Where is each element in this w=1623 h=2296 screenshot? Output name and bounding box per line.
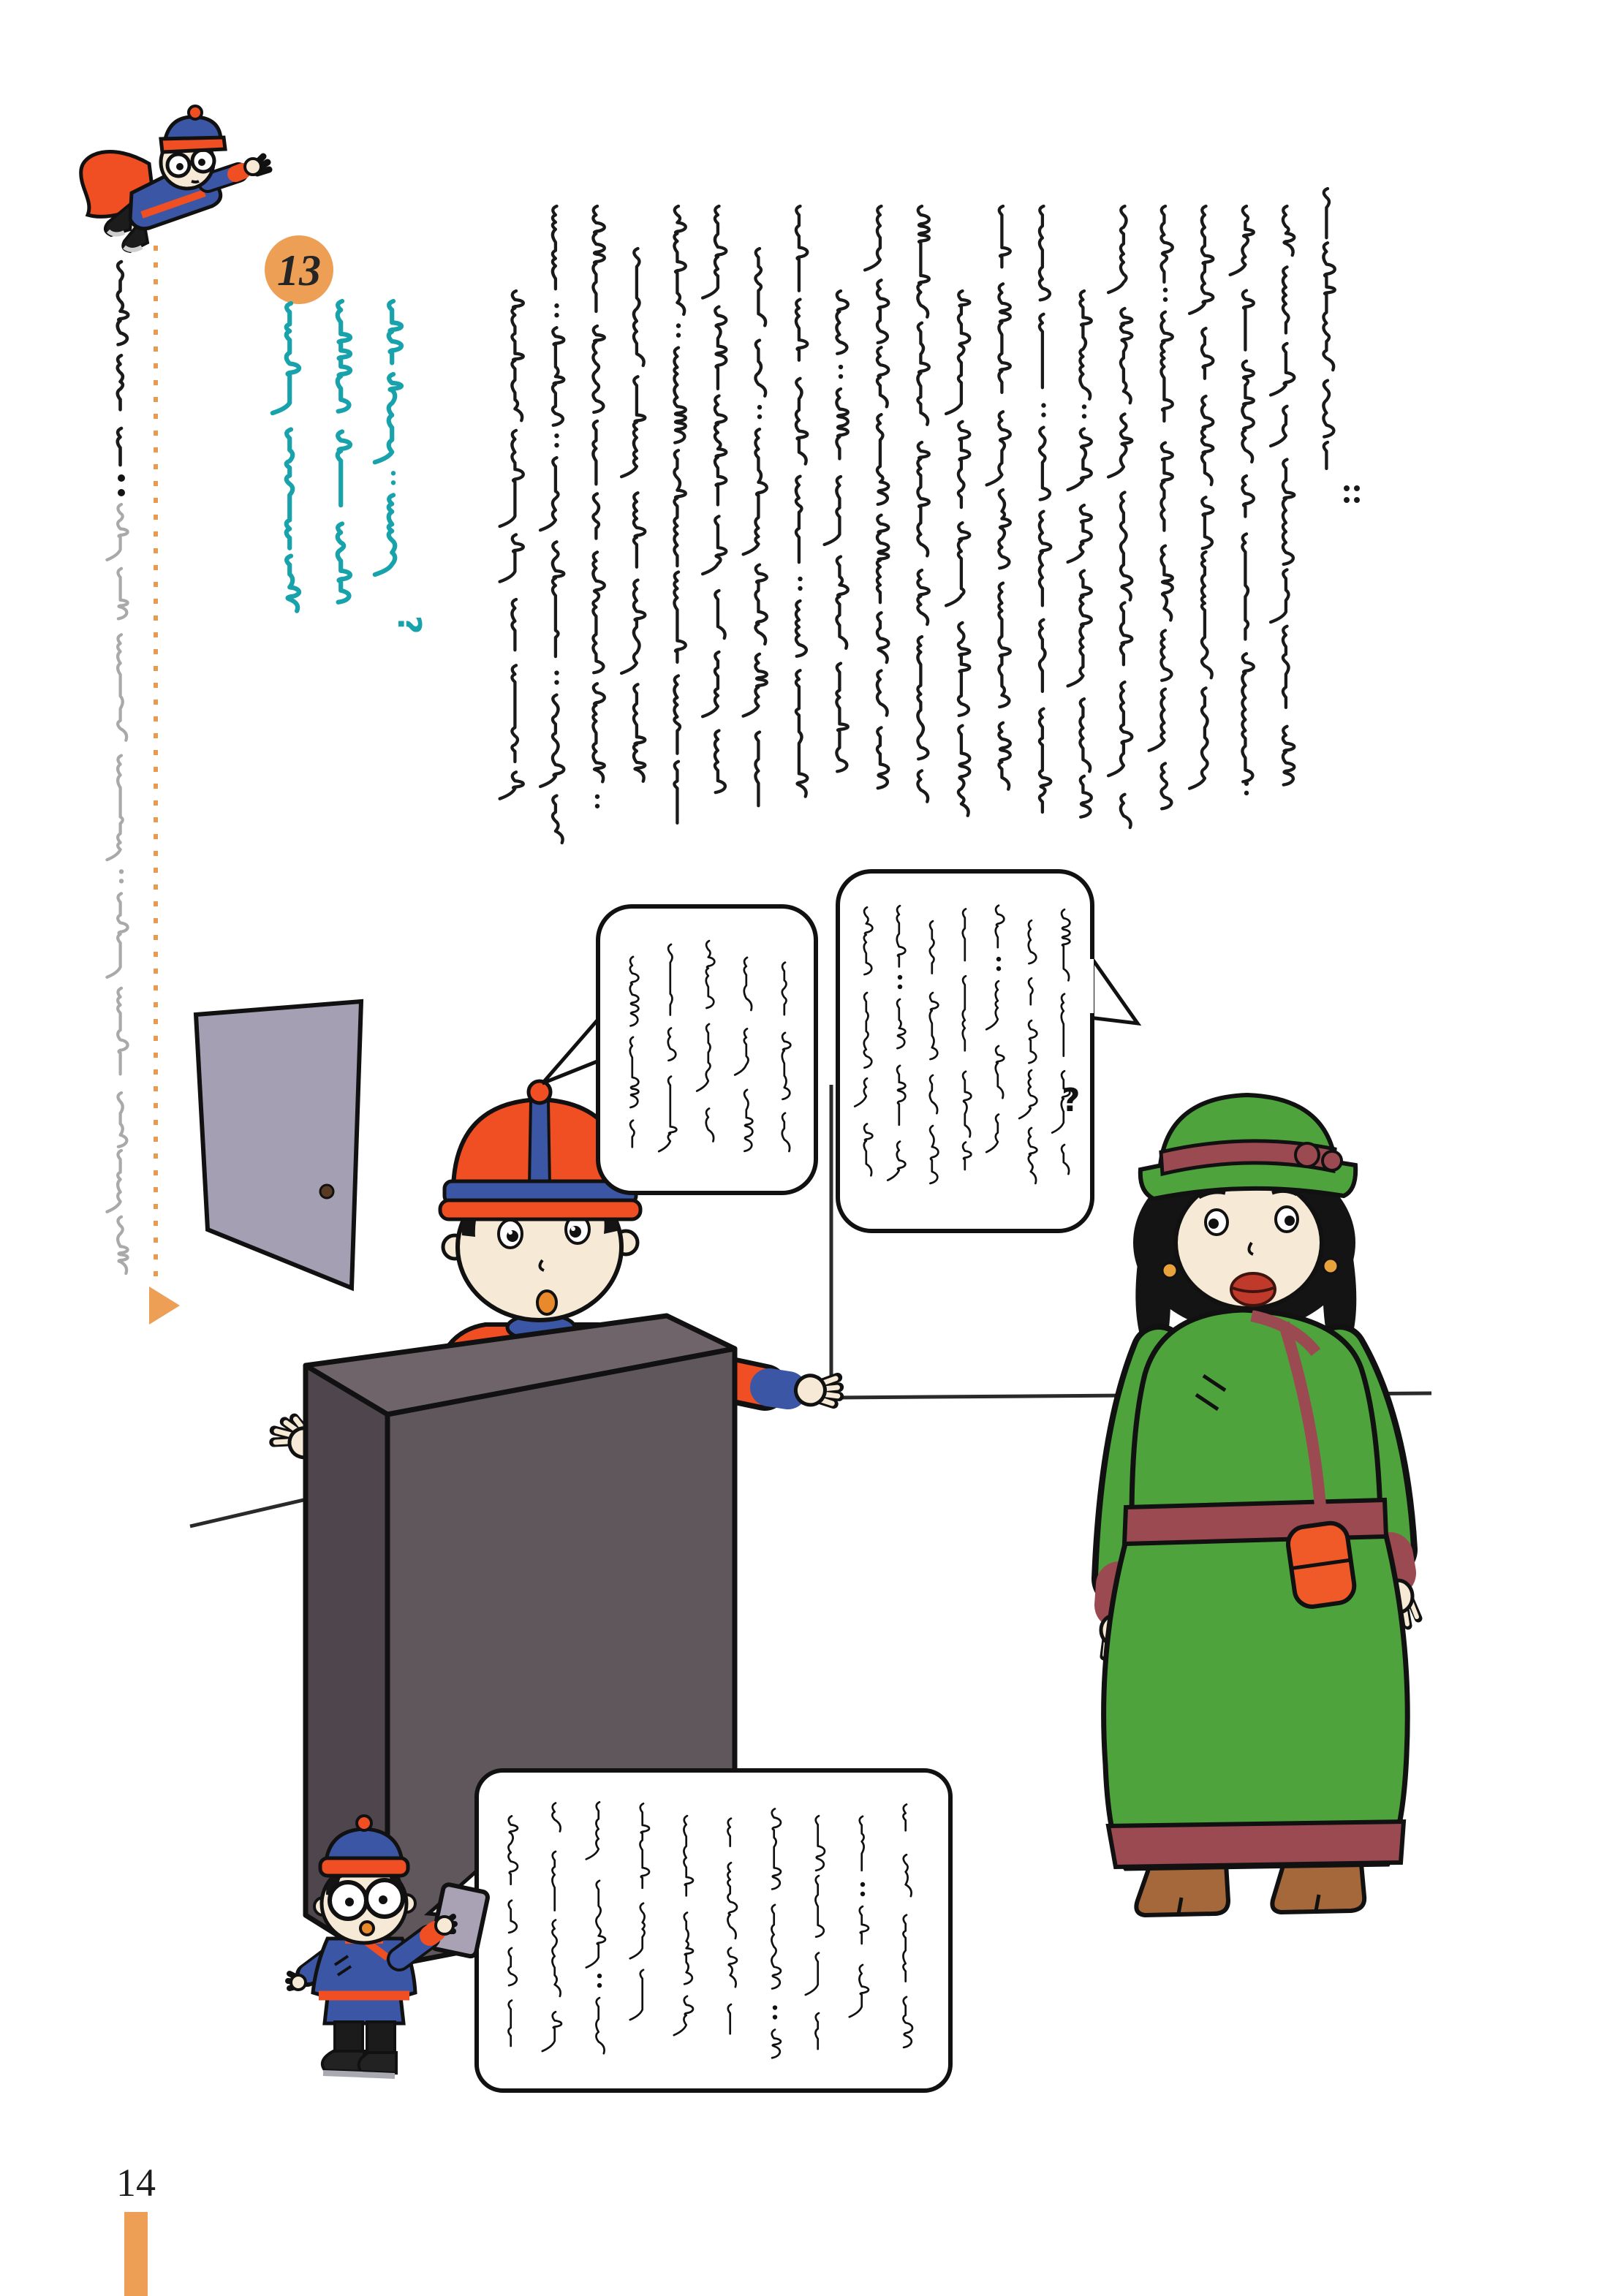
script-word: [118, 634, 126, 740]
script-comma: [773, 2005, 777, 2009]
script-word: [1242, 653, 1253, 781]
script-word: [540, 458, 558, 530]
boy-right-hand: [792, 1366, 844, 1413]
body-ellipsis: [1344, 485, 1360, 503]
script-word: [118, 262, 128, 344]
script-comma: [595, 804, 599, 808]
script-word: [796, 206, 807, 291]
script-word: [958, 623, 969, 716]
script-word: [918, 570, 928, 624]
wall-board: [196, 1001, 361, 1288]
script-comma: [773, 2015, 777, 2019]
script-word: [1149, 689, 1165, 751]
script-word: [593, 206, 604, 311]
script-comma: [839, 374, 843, 379]
script-word: [593, 552, 604, 672]
script-comma: [1082, 414, 1086, 418]
script-comma: [554, 680, 559, 684]
woman-earring-left: [1162, 1263, 1177, 1278]
script-comma: [676, 323, 681, 327]
script-word: [338, 431, 350, 505]
script-word: [553, 796, 563, 843]
script-comma: [1041, 403, 1045, 407]
script-comma: [597, 1983, 602, 1988]
script-word: [1080, 699, 1090, 771]
script-word: [1040, 709, 1051, 812]
script-comma: [554, 443, 559, 447]
script-word: [593, 493, 599, 538]
script-word: [1271, 569, 1288, 622]
script-word: [118, 1217, 127, 1273]
woman-earring-right: [1323, 1259, 1338, 1273]
script-word: [715, 591, 725, 638]
script-word: [1283, 206, 1294, 255]
script-word: [1068, 505, 1092, 562]
script-comma: [554, 313, 559, 317]
heading-question-mark: ?: [390, 615, 428, 634]
script-word: [512, 291, 523, 420]
script-word: [107, 893, 127, 977]
script-word: [918, 770, 928, 801]
script-word: [118, 355, 123, 409]
script-comma: [798, 586, 802, 591]
script-word: [1161, 443, 1172, 531]
script-word: [118, 1093, 126, 1147]
script-comma: [798, 577, 802, 581]
script-word: [715, 395, 726, 504]
script-word: [715, 730, 725, 792]
script-word: [1271, 406, 1287, 446]
woman-purse: [1286, 1521, 1357, 1609]
script-word: [715, 307, 726, 389]
script-word: [287, 556, 299, 611]
script-word: [1323, 243, 1334, 370]
script-comma: [996, 966, 1001, 971]
script-comma: [839, 365, 843, 369]
script-word: [512, 665, 518, 762]
script-comma: [898, 975, 902, 980]
script-word: [1202, 396, 1213, 485]
script-comma: [860, 1892, 865, 1896]
script-word: [755, 249, 765, 325]
script-word: [674, 348, 685, 443]
script-word: [118, 988, 127, 1075]
script-word: [1202, 497, 1213, 548]
speech-bubble-woman: [838, 871, 1138, 1231]
script-word: [1324, 189, 1329, 238]
script-word: [836, 389, 847, 458]
script-word: [946, 291, 969, 414]
script-word: [1161, 546, 1172, 621]
script-word: [796, 601, 806, 656]
script-word: [1161, 763, 1171, 808]
script-word: [1243, 290, 1254, 349]
script-word: [634, 493, 645, 567]
lesson-number: 13: [277, 246, 321, 295]
mascot2-legs: [322, 2022, 396, 2076]
script-word: [918, 206, 928, 317]
script-word: [674, 762, 678, 823]
mascot-hat: [161, 106, 225, 152]
script-word: [107, 1151, 121, 1212]
script-word: [338, 301, 350, 412]
script-word: [999, 723, 1010, 789]
script-comma: [595, 795, 599, 799]
script-word: [500, 772, 523, 798]
script-comma: [554, 303, 559, 308]
script-word: [1324, 442, 1328, 469]
sidebar-unit-title-script: [118, 262, 128, 465]
script-word: [836, 663, 847, 771]
script-word: [118, 569, 127, 619]
script-word: [389, 301, 401, 363]
script-comma: [391, 480, 396, 485]
script-word: [796, 477, 802, 563]
script-word: [958, 422, 969, 507]
mascot2-mouth: [360, 1922, 374, 1935]
script-word: [918, 442, 928, 556]
script-word: [1108, 682, 1132, 776]
script-word: [877, 613, 888, 662]
script-word: [1242, 361, 1253, 462]
woman-customer: [1101, 1095, 1418, 1915]
script-word: [593, 421, 597, 484]
script-word: [877, 670, 888, 715]
body-text-script: [500, 189, 1335, 843]
lesson-badge: [265, 235, 333, 304]
script-word: [1161, 312, 1172, 421]
woman-lips: [1231, 1273, 1275, 1306]
script-comma: [757, 414, 762, 419]
script-word: [1283, 626, 1289, 708]
script-word: [273, 303, 299, 413]
script-word: [877, 414, 888, 504]
script-word: [946, 523, 969, 605]
script-word: [796, 300, 807, 360]
script-word: [796, 379, 807, 464]
script-word: [634, 684, 645, 781]
script-word: [1271, 344, 1294, 395]
script-word: [744, 654, 767, 716]
page-number: 14: [116, 2161, 156, 2205]
script-comma: [1082, 404, 1086, 409]
script-word: [553, 206, 557, 289]
sidebar-subtitle-script: [107, 504, 127, 1273]
script-comma: [391, 471, 396, 475]
script-word: [1081, 776, 1092, 817]
script-word: [1189, 688, 1207, 788]
script-word: [1040, 206, 1050, 300]
script-word: [1161, 630, 1171, 680]
lesson-title-script: [273, 301, 401, 611]
script-word: [500, 534, 523, 581]
speech-bubble-mascot: [428, 1770, 950, 2091]
script-word: [825, 477, 841, 545]
triangle-marker-icon: [149, 1287, 180, 1325]
script-word: [703, 206, 726, 298]
boy-mouth: [537, 1291, 556, 1314]
script-comma: [597, 1974, 602, 1978]
script-word: [987, 412, 1010, 485]
script-word: [1242, 476, 1253, 517]
script-comma: [1163, 288, 1168, 292]
script-word: [755, 565, 766, 644]
sidebar-colon: [118, 474, 125, 496]
script-word: [703, 516, 726, 574]
script-comma: [119, 879, 124, 883]
script-word: [634, 249, 644, 365]
script-word: [621, 580, 645, 672]
script-comma: [1163, 298, 1168, 302]
script-word: [796, 670, 807, 796]
script-comma: [1244, 791, 1249, 795]
mascot-mouth: [192, 181, 199, 182]
script-word: [553, 542, 564, 656]
script-word: [877, 727, 888, 788]
script-comma: [119, 869, 124, 874]
script-word: [1068, 428, 1092, 490]
script-word: [1121, 493, 1132, 600]
script-word: [1040, 620, 1045, 692]
script-comma: [1244, 781, 1249, 786]
script-word: [1202, 552, 1212, 678]
script-word: [674, 572, 685, 662]
footer-accent-bar: [124, 2212, 148, 2296]
script-word: [918, 323, 928, 425]
script-word: [1323, 381, 1333, 437]
script-word: [500, 431, 523, 526]
script-word: [540, 695, 564, 787]
script-word: [107, 504, 127, 560]
script-word: [836, 291, 847, 354]
script-word: [1202, 328, 1213, 379]
mascot-front-arm: [208, 156, 269, 183]
script-comma: [554, 670, 559, 675]
script-word: [1108, 206, 1126, 292]
script-word: [1283, 267, 1289, 333]
flying-mascot: [81, 106, 269, 251]
script-word: [1242, 534, 1248, 639]
script-word: [1040, 314, 1044, 388]
script-comma: [1041, 412, 1045, 417]
script-word: [865, 206, 881, 270]
script-comma: [554, 433, 559, 438]
script-word: [674, 675, 680, 753]
script-word: [755, 732, 760, 806]
script-word: [338, 523, 350, 602]
script-word: [918, 637, 928, 759]
script-word: [1080, 291, 1091, 399]
script-comma: [676, 333, 681, 337]
script-word: [375, 374, 401, 462]
script-comma: [996, 957, 1001, 961]
script-word: [674, 206, 685, 314]
script-word: [958, 726, 969, 816]
script-comma: [898, 985, 902, 989]
script-word: [1040, 428, 1050, 500]
script-word: [1040, 512, 1051, 606]
script-word: [703, 652, 719, 716]
woman-hem-band: [1108, 1822, 1404, 1867]
script-word: [621, 376, 645, 477]
script-word: [375, 495, 395, 575]
script-word: [1121, 602, 1132, 664]
script-word: [1230, 206, 1254, 275]
script-word: [1121, 795, 1131, 827]
script-word: [553, 327, 564, 425]
woman-torso: [1132, 1310, 1380, 1520]
script-word: [836, 556, 847, 648]
script-comma: [757, 405, 762, 409]
script-word: [1283, 459, 1294, 564]
woman-skirt: [1104, 1513, 1408, 1868]
script-word: [999, 206, 1010, 267]
script-word: [1161, 206, 1172, 282]
script-word: [877, 515, 888, 603]
script-comma: [860, 1882, 865, 1887]
script-word: [593, 326, 604, 412]
script-word: [1068, 571, 1092, 686]
script-word: [1283, 727, 1294, 785]
bubble-question-mark: ?: [1062, 1082, 1081, 1119]
script-word: [107, 756, 122, 860]
script-word: [755, 341, 765, 396]
script-word: [1108, 414, 1132, 477]
script-word: [999, 284, 1010, 392]
script-word: [674, 450, 685, 566]
script-word: [512, 599, 516, 650]
script-word: [877, 347, 888, 406]
script-word: [1121, 308, 1132, 403]
script-word: [118, 428, 121, 465]
script-word: [1189, 206, 1213, 314]
script-word: [287, 430, 293, 548]
script-word: [744, 429, 767, 554]
script-word: [877, 280, 888, 343]
woman-hat: [1140, 1095, 1355, 1199]
script-word: [999, 583, 1010, 707]
script-word: [593, 683, 604, 781]
script-word: [999, 490, 1010, 568]
